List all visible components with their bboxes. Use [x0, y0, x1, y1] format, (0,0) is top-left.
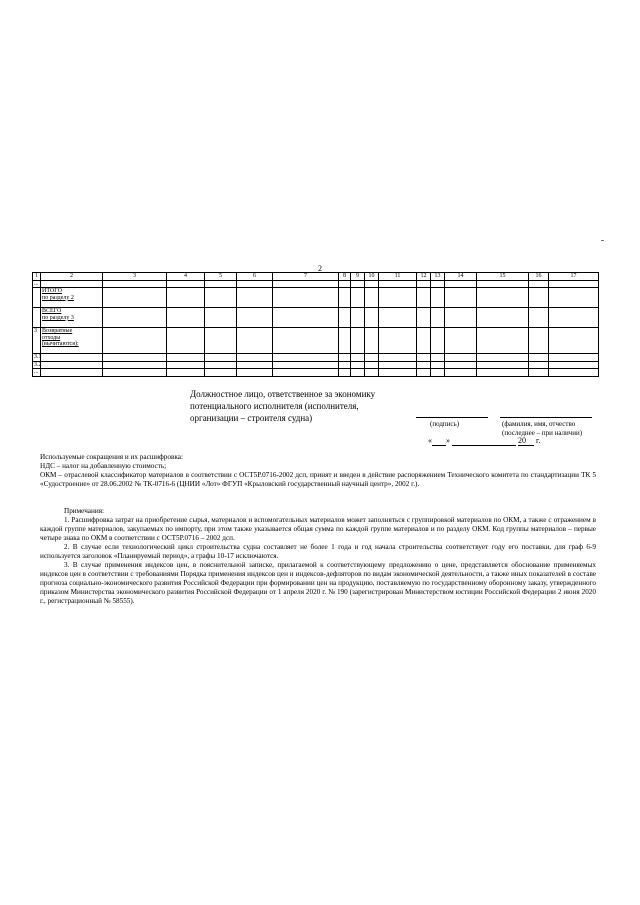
table-row [33, 308, 599, 328]
signature-label: (подпись) [430, 420, 460, 428]
column-number: 6 [237, 273, 273, 281]
column-number: 3 [103, 273, 167, 281]
abbreviation-nds: НДС – налог на добавленную стоимость; [40, 462, 167, 470]
row-number: 3.1 [34, 354, 42, 361]
row-label: Возвратные отходы (вычитаются): [41, 328, 103, 354]
row-number: ... [34, 369, 39, 376]
table-row [33, 369, 599, 377]
column-number: 4 [167, 273, 205, 281]
column-number: 7 [273, 273, 339, 281]
row-label: ИТОГО по разделу 2 [41, 288, 103, 308]
row-label: ВСЕГО по разделу 3 [41, 308, 103, 328]
column-number: 13 [431, 273, 445, 281]
column-number: 15 [477, 273, 529, 281]
column-number: 1 [33, 273, 41, 281]
page-number: 2 [318, 264, 322, 273]
table-row [33, 354, 599, 362]
scan-artifact [601, 240, 604, 241]
responsible-official-caption: Должностное лицо, ответственное за экономику потенциального исполнителя (исполнителя, организации – строителя судна) [190, 389, 376, 423]
notes-title: Примечания: [64, 507, 104, 515]
abbreviations-block [40, 453, 596, 489]
row-number: 3.2 [34, 361, 42, 368]
name-label-note: (последнее – при наличии) [502, 429, 583, 437]
name-label: (фамилия, имя, отчество [502, 420, 576, 428]
column-number: 2 [41, 273, 103, 281]
column-number: 11 [379, 273, 417, 281]
column-number: 17 [549, 273, 599, 281]
column-number: 5 [205, 273, 237, 281]
name-line [500, 417, 592, 418]
signature-line [416, 417, 488, 418]
note-1: 1. Расшифровка затрат на приобретение сырья, материалов и вспомогательных материалов может заполняться с группировкой материалов по ОКМ, а также с отражением в каждой группе материалов, закупаемых по импорту, при этом также указывается общая сумма по каждой группе материалов и по разделу ОКМ. Код группы материалов – первые четыре знака по ОКМ в соответствии с ОСТ5Р.0716 – 2002 дсп. [40, 516, 596, 542]
column-number: 9 [351, 273, 365, 281]
column-number: 16 [529, 273, 549, 281]
column-number: 14 [445, 273, 477, 281]
note-3: 3. В случае применения индексов цен, в пояснительной записке, прилагаемой к соответствующему предложению о цене, представляется обоснование применяемых индексов цен в соответствии с требованиями Порядка применения индексов цен и индексов-дефляторов по видам экономической деятельности, а также иных показателей в составе прогноза социально-экономического развития Российской Федерации при формировании цен на продукцию, поставляемую по государственному оборонному заказу, утвержденного приказом Министерства экономического развития Российской Федерации от 1 апреля 2020 г. № 190 (зарегистрирован Министерством юстиции Российской Федерации 2 июня 2020 г., регистрационный № 58555). [40, 561, 596, 605]
abbreviations-title: Используемые сокращения и их расшифровка: [40, 453, 183, 461]
column-number: 10 [365, 273, 379, 281]
row-number: 3 [33, 328, 41, 354]
column-number: 12 [417, 273, 431, 281]
note-2: 2. В случае если технологический цикл строительства судна составляет не более 1 года и год начала строительства соответствует году его поставки, для граф 6-9 используется заголовок «Планируемый период», а графы 10-17 исключаются. [40, 543, 596, 560]
column-number: 8 [339, 273, 351, 281]
row-number [33, 308, 41, 328]
table-header-row [33, 273, 599, 281]
date-field: « » 20 г. [428, 436, 541, 445]
table-row [33, 288, 599, 308]
cost-table [32, 272, 599, 377]
row-number: ... [34, 280, 39, 287]
table-row [33, 280, 599, 288]
table-row [33, 328, 599, 354]
notes-block [40, 507, 596, 606]
table-row [33, 361, 599, 369]
row-number [33, 288, 41, 308]
abbreviation-okm: ОКМ – отраслевой классификатор материалов в соответствии с ОСТ5Р.0716-2002 дсп, принят и введен в действие распоряжением Технического комитета по стандартизации ТК 5 «Судостроение» от 28.06.2002 № ТК-0716-6 (ЦНИИ «Лот» ФГУП «Крыловский государственный научный центр», 2002 г.). [40, 471, 596, 488]
